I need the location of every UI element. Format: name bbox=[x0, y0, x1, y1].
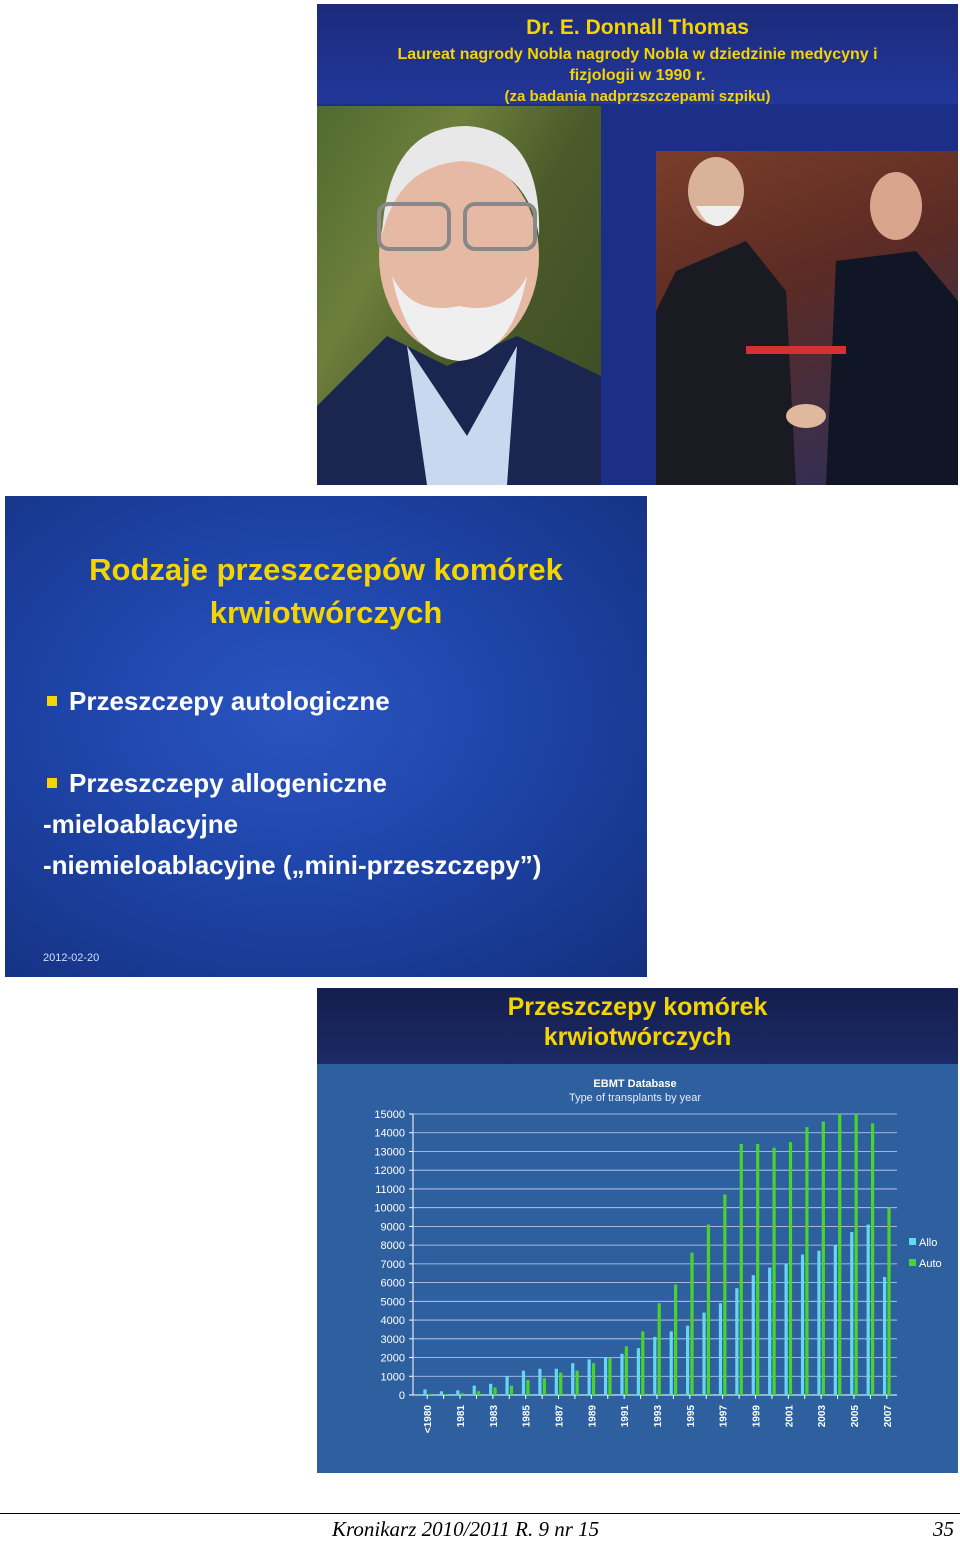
bar-auto bbox=[789, 1142, 792, 1395]
y-tick-label: 10000 bbox=[374, 1202, 405, 1215]
bar-allo bbox=[538, 1369, 541, 1395]
bar-auto bbox=[855, 1114, 858, 1395]
slide2-title-line1: Rodzaje przeszczepów komórek bbox=[89, 552, 563, 587]
bar-allo bbox=[670, 1331, 673, 1395]
x-tick-label: 2005 bbox=[849, 1405, 861, 1428]
bar-allo bbox=[522, 1371, 525, 1395]
page-number: 35 bbox=[933, 1517, 954, 1541]
bullet-allogeneic-text: Przeszczepy allogeniczne bbox=[69, 768, 387, 798]
bar-auto bbox=[625, 1346, 628, 1395]
footer-publication: Kronikarz 2010/2011 R. 9 nr 15 bbox=[332, 1517, 600, 1541]
bar-allo bbox=[850, 1232, 853, 1395]
slide2-title-line2: krwiotwórczych bbox=[209, 595, 443, 630]
y-tick-label: 9000 bbox=[380, 1221, 405, 1234]
bar-allo bbox=[867, 1225, 870, 1395]
x-tick-label: 1987 bbox=[554, 1405, 566, 1428]
bar-auto bbox=[658, 1303, 661, 1395]
bar-auto bbox=[805, 1127, 808, 1395]
slide3-title-line2: krwiotwórczych bbox=[543, 1023, 732, 1051]
bar-allo bbox=[653, 1337, 656, 1395]
x-tick-label: 2001 bbox=[784, 1405, 796, 1428]
y-tick-label: 5000 bbox=[380, 1296, 405, 1309]
bar-auto bbox=[526, 1380, 529, 1395]
x-tick-label: 1985 bbox=[521, 1405, 533, 1428]
legend-label-allo: Allo bbox=[919, 1237, 938, 1249]
bar-auto bbox=[559, 1373, 562, 1395]
x-tick-label: <1980 bbox=[423, 1405, 435, 1434]
bar-allo bbox=[423, 1389, 426, 1395]
bar-allo bbox=[686, 1326, 689, 1395]
bar-auto bbox=[510, 1386, 513, 1395]
bullet-square-icon bbox=[47, 696, 57, 706]
bar-allo bbox=[555, 1369, 558, 1395]
y-tick-label: 15000 bbox=[374, 1109, 405, 1121]
bar-allo bbox=[702, 1313, 705, 1395]
chart-title: EBMT Database bbox=[593, 1078, 677, 1090]
sub-nonmyeloablative: -niemieloablacyjne („mini-przeszczepy”) bbox=[43, 850, 542, 880]
bullet-square-icon bbox=[47, 778, 57, 788]
slide1-line2: fizjologii w 1990 r. bbox=[569, 67, 706, 84]
legend-label-auto: Auto bbox=[919, 1258, 942, 1270]
ceremony-illustration bbox=[656, 151, 958, 485]
bar-auto bbox=[576, 1371, 579, 1395]
bar-allo bbox=[571, 1363, 574, 1395]
slide2-title bbox=[5, 548, 647, 634]
transplant-bar-chart bbox=[317, 1064, 958, 1473]
bar-allo bbox=[735, 1288, 738, 1395]
bar-allo bbox=[801, 1255, 804, 1396]
x-tick-label: 1999 bbox=[751, 1405, 763, 1428]
bullet-autologous bbox=[47, 686, 390, 717]
slide-transplant-chart bbox=[317, 988, 958, 1473]
chart-subtitle: Type of transplants by year bbox=[568, 1092, 702, 1104]
bar-allo bbox=[505, 1376, 508, 1395]
legend-swatch-auto bbox=[909, 1259, 916, 1266]
x-tick-label: 1983 bbox=[488, 1405, 500, 1428]
bar-allo bbox=[604, 1358, 607, 1395]
portrait-illustration bbox=[317, 106, 601, 485]
y-tick-label: 2000 bbox=[380, 1352, 405, 1365]
bar-allo bbox=[588, 1359, 591, 1395]
y-tick-label: 4000 bbox=[380, 1315, 405, 1328]
slide1-line1: Laureat nagrody Nobla nagrody Nobla w dziedzinie medycyny i bbox=[397, 46, 878, 63]
bar-auto bbox=[822, 1121, 825, 1395]
bar-auto bbox=[641, 1331, 644, 1395]
x-tick-label: 1995 bbox=[685, 1405, 697, 1428]
x-tick-label: 1989 bbox=[587, 1405, 599, 1428]
y-tick-label: 0 bbox=[398, 1390, 405, 1402]
x-tick-label: 2007 bbox=[882, 1405, 894, 1428]
bar-allo bbox=[620, 1354, 623, 1395]
x-tick-label: 2003 bbox=[817, 1405, 829, 1428]
slide1-title: Dr. E. Donnall Thomas bbox=[526, 16, 749, 39]
bar-auto bbox=[444, 1394, 447, 1395]
bar-auto bbox=[887, 1208, 890, 1395]
x-tick-label: 1993 bbox=[653, 1405, 664, 1428]
legend-swatch-allo bbox=[909, 1238, 916, 1245]
y-tick-label: 3000 bbox=[380, 1333, 405, 1346]
ceremony-photo bbox=[656, 151, 958, 485]
bar-allo bbox=[440, 1391, 443, 1395]
sub-myeloablative: -mieloablacyjne bbox=[43, 809, 239, 839]
bar-auto bbox=[707, 1225, 710, 1395]
bar-auto bbox=[608, 1358, 611, 1395]
slide-transplant-types bbox=[5, 496, 647, 977]
slide-nobel-laureate bbox=[317, 4, 958, 485]
bar-allo bbox=[456, 1390, 459, 1395]
bar-auto bbox=[723, 1195, 726, 1395]
bar-allo bbox=[817, 1251, 820, 1395]
x-tick-label: 1991 bbox=[620, 1405, 632, 1428]
bar-allo bbox=[719, 1303, 722, 1395]
bar-allo bbox=[637, 1348, 640, 1395]
slide3-header bbox=[317, 988, 958, 1064]
bullet-allogeneic bbox=[47, 768, 387, 799]
y-tick-label: 14000 bbox=[374, 1127, 405, 1140]
x-tick-label: 1997 bbox=[718, 1405, 730, 1428]
slide1-line3: (za badania nadprzszczepami szpiku) bbox=[504, 88, 771, 105]
bar-auto bbox=[461, 1393, 464, 1395]
portrait-photo bbox=[317, 106, 601, 485]
bar-auto bbox=[428, 1394, 431, 1395]
y-tick-label: 11000 bbox=[375, 1183, 405, 1196]
y-tick-label: 12000 bbox=[374, 1165, 405, 1178]
bar-auto bbox=[772, 1148, 775, 1395]
bar-auto bbox=[756, 1144, 759, 1395]
bar-auto bbox=[592, 1363, 595, 1395]
bar-allo bbox=[883, 1277, 886, 1395]
bar-allo bbox=[768, 1268, 771, 1395]
bar-auto bbox=[740, 1144, 743, 1395]
bullet-autologous-text: Przeszczepy autologiczne bbox=[69, 686, 390, 716]
bar-allo bbox=[834, 1245, 837, 1395]
x-tick-label: 1981 bbox=[456, 1405, 468, 1428]
bar-auto bbox=[543, 1378, 546, 1395]
bar-auto bbox=[477, 1391, 480, 1395]
y-tick-label: 7000 bbox=[380, 1258, 405, 1271]
y-tick-label: 1000 bbox=[380, 1371, 405, 1384]
bar-auto bbox=[674, 1284, 677, 1395]
footer-rule bbox=[0, 1513, 960, 1514]
y-tick-label: 13000 bbox=[374, 1146, 405, 1159]
slide3-title-line1: Przeszczepy komórek bbox=[507, 993, 768, 1021]
bar-auto bbox=[838, 1114, 841, 1395]
bar-allo bbox=[752, 1275, 755, 1395]
bar-auto bbox=[493, 1388, 496, 1395]
bar-auto bbox=[690, 1253, 693, 1395]
slide2-date: 2012-02-20 bbox=[43, 952, 100, 964]
bar-allo bbox=[785, 1264, 788, 1395]
y-tick-label: 6000 bbox=[380, 1277, 405, 1290]
y-tick-label: 8000 bbox=[380, 1240, 405, 1253]
slide1-header bbox=[317, 4, 958, 104]
bar-allo bbox=[489, 1384, 492, 1395]
bar-auto bbox=[871, 1123, 874, 1395]
bar-allo bbox=[473, 1386, 476, 1395]
